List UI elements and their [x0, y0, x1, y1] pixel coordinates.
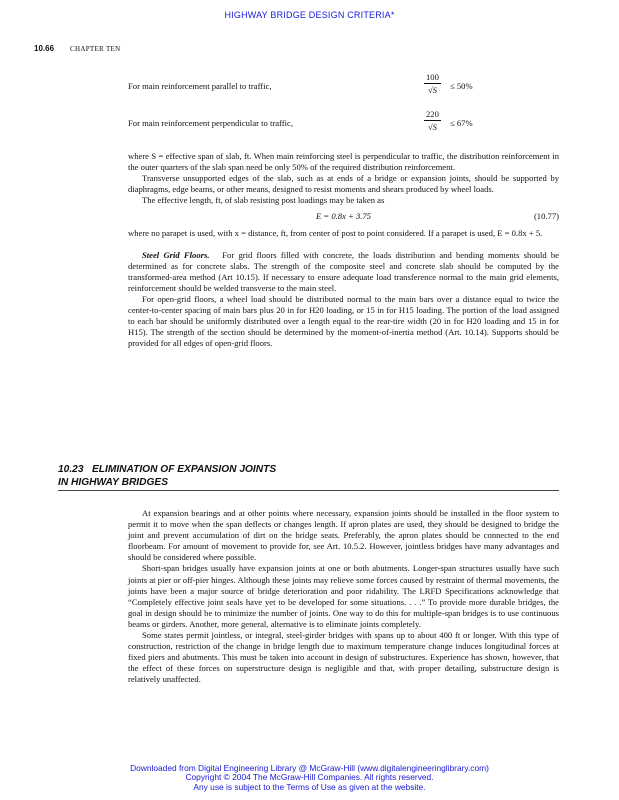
fraction — [424, 109, 441, 133]
document-banner: HIGHWAY BRIDGE DESIGN CRITERIA* — [224, 10, 395, 20]
fraction-denominator: S — [432, 122, 437, 132]
section-heading-line-1 — [58, 464, 559, 477]
fraction-denominator: S — [432, 85, 437, 95]
footer-download-link[interactable]: Downloaded from Digital Engineering Library @ McGraw-Hill (www.digitalengineeringlibrary.com) — [130, 763, 489, 773]
page-header — [34, 44, 120, 53]
footer-terms-link[interactable]: Any use is subject to the Terms of Use as given at the website. — [193, 781, 426, 792]
run-in-heading: Steel Grid Floors. — [142, 249, 210, 260]
paragraph: At expansion bearings and at other points where necessary, expansion joints should be installed in the floor system to permit it to move when the span deflects or changes length. If apron plates are used, they should be designed to bridge the joint and prevent accumulation of dirt on the bridge seats. Preferably, the apron plates should be connected to the end floorbeam. For amount of movement to provide for, see Art. 10.5.2. However, jointless bridges have many advantages and should be considered where possible. — [128, 508, 559, 563]
paragraph: For open-grid floors, a wheel load should be distributed normal to the main bars over a distance equal to twice the center-to-center spacing of main bars plus 20 in for H20 loading, or 15 in for H15 loading. The portion of the load assigned to each bar should be uniformly distributed over a length equal to the rear-tire width (20 in for H20 loading and 15 in for H15). The strength of the section should be determined by the moment-of-inertia method (Art. 10.14). Supports should be provided for all edges of open-grid floors. — [128, 293, 559, 349]
paragraph: Short-span bridges usually have expansion joints at one or both abutments. Longer-span structures usually have such joints at pier or off-pier hinges. Although these joints may relieve some forces caused by restraint of thermal movements, the joints have been a major source of bridge deterioration and poor ridability. The LRFD Specifications acknowledge that “Completely effective joint seals have yet to be developed for some situations. . . .” To provide more durable bridges, the goal in design should be to minimize the number of joints. One way to do this for multiple-span bridges is to use continuous beams or girders. Another, more general, alternative is to eliminate joints completely. — [128, 563, 559, 629]
paragraph: The effective length, ft, of slab resisting post loadings may be taken as — [142, 195, 385, 206]
formula-perpendicular — [128, 109, 558, 139]
fraction — [424, 72, 441, 96]
chapter-label: CHAPTER TEN — [70, 45, 121, 53]
equation-expression: E = 0.8x + 3.75 — [315, 211, 372, 222]
paragraph: Some states permit jointless, or integral, steel-girder bridges with spans up to about 400 ft or longer. With this type of construction, restriction of the change in bridge length due to maximum temperature change induces longitudinal forces at fixed piers and abutments. This must be taken into account in design of substructures. Experience has shown, however, that the effect of these forces on superstructure design is negligible and that, with proper detailing, substructure design is relatively unaffected. — [128, 630, 559, 685]
paragraph: where S = effective span of slab, ft. When main reinforcing steel is perpendicular to traffic, the distribution reinforcement in the outer quarters of the slab span need be only 50% of the required distribution reinforcement. — [128, 151, 559, 173]
section-number: 10.23 — [58, 464, 84, 475]
page-number: 10.66 — [34, 44, 55, 53]
fraction-numerator: 220 — [426, 109, 439, 119]
upper-text-block — [128, 151, 559, 349]
footer-copyright: Copyright © 2004 The McGraw-Hill Companies. All rights reserved. — [185, 772, 434, 783]
sqrt-symbol: √ — [427, 122, 433, 132]
section-title-part-2: IN HIGHWAY BRIDGES — [58, 476, 168, 488]
formula-label: For main reinforcement parallel to traffic, — [128, 81, 272, 91]
section-heading — [58, 464, 559, 491]
lower-text-block — [128, 508, 559, 686]
formula-relation: ≤ 67% — [450, 118, 473, 128]
paragraph-text: For grid floors filled with concrete, the loads distribution and bending moments should be determined as for concrete slabs. The strength of the composite steel and concrete slab should be computed by the transformed-area method (Art 10.15). If necessary to ensure adequate load transference normal to the main grid elements, reinforcement should be welded transverse to the main steel. — [128, 249, 560, 293]
section-title-part-1: ELIMINATION OF EXPANSION JOINTS — [92, 464, 277, 475]
page-footer — [0, 764, 619, 792]
paragraph: where no parapet is used, with x = distance, ft, from center of post to point considered. If a parapet is used, E = 0.8x + 5. — [128, 228, 543, 239]
paragraph: Transverse unsupported edges of the slab, such as at ends of a bridge or expansion joints, should be supported by diaphragms, edge beams, or other means, designed to resist moments and shears produced by wheel loads. — [128, 173, 559, 195]
fraction-numerator: 100 — [426, 72, 439, 82]
formula-parallel — [128, 72, 558, 102]
sqrt-symbol: √ — [427, 85, 433, 95]
formula-relation: ≤ 50% — [450, 81, 473, 91]
paragraph-steel-grid-floors — [128, 250, 559, 294]
formula-label: For main reinforcement perpendicular to traffic, — [128, 118, 293, 128]
equation-10-77 — [128, 211, 559, 224]
equation-number: (10.77) — [533, 211, 559, 222]
